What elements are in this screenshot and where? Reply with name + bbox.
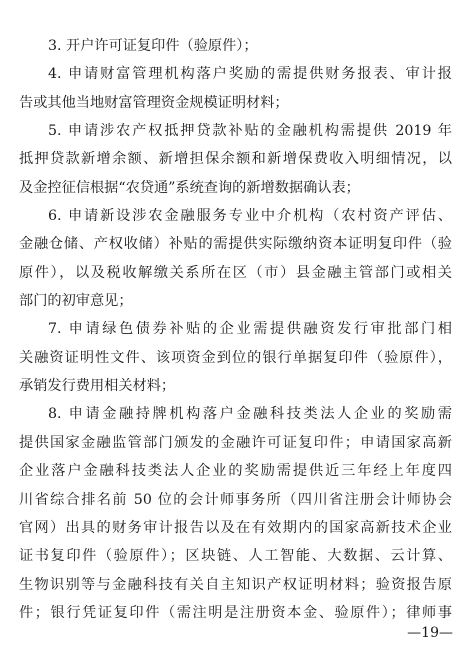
paragraph-line: 提供国家金融监管部门颁发的金融许可证复印件；申请国家高新: [19, 434, 452, 451]
list-item: [19, 60, 452, 117]
paragraph-line: 告或其他当地财富管理资金规模证明材料；: [19, 94, 289, 111]
list-item: [19, 202, 452, 315]
paragraph-line: 承销发行费用相关材料；: [19, 378, 176, 395]
paragraph-line: 川省综合排名前 50 位的会计师事务所（四川省注册会计师协会: [19, 491, 452, 508]
paragraph-line: 4. 申请财富管理机构落户奖励的需提供财务报表、审计报: [48, 66, 452, 83]
paragraph-line: 金融仓储、产权收储）补贴的需提供实际缴纳资本证明复印件（验: [19, 236, 452, 253]
list-item: [19, 315, 452, 400]
paragraph-line: 官网）出具的财务审计报告以及在有效期内的国家高新技术企业: [19, 519, 452, 536]
paragraph-line: 部门的初审意见；: [19, 293, 133, 310]
paragraph-line: 7. 申请绿色债券补贴的企业需提供融资发行审批部门相: [48, 321, 452, 338]
paragraph-line: 关融资证明性文件、该项资金到位的银行单据复印件（验原件），: [19, 349, 452, 366]
paragraph-line: 企业落户金融科技类法人企业的奖励需提供近三年经上年度四: [19, 463, 452, 480]
paragraph-line: 8. 申请金融持牌机构落户金融科技类法人企业的奖励需: [48, 406, 452, 423]
paragraph-line: 原件），以及税收解缴关系所在区（市）县金融主管部门或相关: [19, 264, 452, 281]
item-list: [19, 32, 452, 627]
list-item: [19, 32, 452, 60]
paragraph-line: 生物识别等与金融科技有关自主知识产权证明材料；验资报告原: [19, 576, 452, 593]
page-number: —19—: [407, 625, 453, 641]
paragraph-line: 证书复印件（验原件）；区块链、人工智能、大数据、云计算、: [19, 548, 452, 565]
paragraph-line: 3. 开户许可证复印件（验原件）；: [48, 38, 258, 54]
paragraph-line: 抵押贷款新增余额、新增担保余额和新增保费收入明细情况，以: [19, 151, 452, 168]
paragraph-line: 6. 申请新设涉农金融服务专业中介机构（农村资产评估、: [48, 208, 452, 225]
paragraph-line: 及金控征信根据“农贷通”系统查询的新增数据确认表；: [19, 179, 360, 196]
list-item: [19, 117, 452, 202]
paragraph-line: 5. 申请涉农产权抵押贷款补贴的金融机构需提供 2019 年: [48, 123, 452, 140]
paragraph-line: 件；银行凭证复印件（需注明是注册资本金、验原件）；律师事: [19, 604, 452, 621]
list-item: [19, 400, 452, 627]
